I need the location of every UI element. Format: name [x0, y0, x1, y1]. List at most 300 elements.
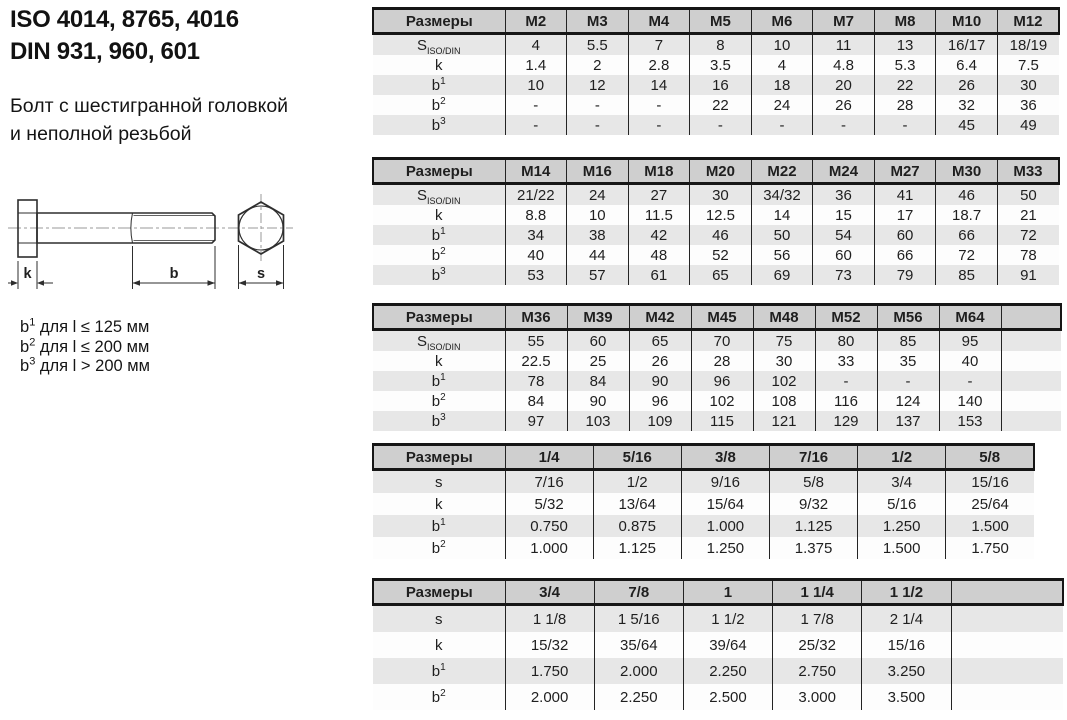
- size-header-cell: M52: [815, 305, 877, 330]
- row-label-cell: [373, 537, 505, 559]
- row-label-cell: [373, 515, 505, 537]
- value-cell: 1.250: [858, 515, 946, 537]
- value-cell: 1 7/8: [773, 605, 862, 633]
- value-cell: 15/16: [946, 470, 1034, 494]
- value-cell: 1.125: [769, 515, 857, 537]
- value-cell: 16: [690, 75, 752, 95]
- value-cell: 9/32: [769, 493, 857, 515]
- table-row: [373, 605, 1063, 633]
- value-cell: 153: [939, 411, 1001, 431]
- value-cell: 24: [751, 95, 813, 115]
- value-cell: 140: [939, 391, 1001, 411]
- value-cell: 53: [505, 265, 567, 285]
- size-header-cell: M42: [629, 305, 691, 330]
- value-cell: 91: [997, 265, 1059, 285]
- size-header-cell: M8: [874, 9, 936, 34]
- dimension-table-inch-quarter-to-fiveeighths: [372, 443, 1035, 559]
- value-cell: 1.125: [593, 537, 681, 559]
- value-cell: 1.000: [505, 537, 593, 559]
- table-row: [373, 684, 1063, 710]
- value-cell: 48: [628, 245, 690, 265]
- value-cell: -: [628, 115, 690, 135]
- value-cell: 7: [628, 34, 690, 56]
- value-cell: 39/64: [683, 632, 772, 658]
- value-cell: 15/32: [505, 632, 594, 658]
- value-cell: 1.250: [681, 537, 769, 559]
- value-cell: 1 1/8: [505, 605, 594, 633]
- row-label-cell: [373, 371, 505, 391]
- value-cell: 73: [813, 265, 875, 285]
- value-cell: 12: [567, 75, 629, 95]
- value-cell: 15/64: [681, 493, 769, 515]
- value-cell: 17: [874, 205, 936, 225]
- value-cell: 109: [629, 411, 691, 431]
- value-cell: 1.750: [946, 537, 1034, 559]
- table-row: [373, 115, 1059, 135]
- value-cell: 28: [874, 95, 936, 115]
- subtitle-line-2: и неполной резьбой: [10, 123, 192, 145]
- table-row: [373, 205, 1059, 225]
- table-container-1: [372, 7, 1060, 135]
- empty-header-cell: [951, 580, 1063, 605]
- note-line: $b^1$ для l ≤ 125 мм: [20, 316, 150, 336]
- arrowhead: [208, 280, 216, 285]
- thread-runout-line: [131, 213, 133, 243]
- table-row: [373, 493, 1034, 515]
- table-row: [373, 75, 1059, 95]
- table-row: [373, 330, 1061, 352]
- value-cell: 28: [691, 351, 753, 371]
- value-cell: 35: [877, 351, 939, 371]
- row-label: $b^1$: [431, 75, 446, 94]
- row-label: $b^1$: [431, 516, 446, 535]
- value-cell: 21/22: [505, 184, 567, 206]
- row-label-cell: [373, 658, 505, 684]
- dim-label-b: b: [169, 266, 179, 282]
- value-cell: 5/16: [858, 493, 946, 515]
- value-cell: -: [567, 115, 629, 135]
- header-row: [373, 580, 1063, 605]
- row-label-cell: [373, 351, 505, 371]
- size-header-cell: 7/8: [594, 580, 683, 605]
- value-cell: 36: [997, 95, 1059, 115]
- value-cell: 11.5: [628, 205, 690, 225]
- size-header-cell: M30: [936, 159, 998, 184]
- value-cell: 90: [567, 391, 629, 411]
- row-label-cell: [373, 605, 505, 633]
- value-cell: 50: [997, 184, 1059, 206]
- value-cell: 13/64: [593, 493, 681, 515]
- size-header-cell: M3: [567, 9, 629, 34]
- row-label-cell: [373, 225, 505, 245]
- value-cell: 0.750: [505, 515, 593, 537]
- value-cell: 26: [813, 95, 875, 115]
- value-cell: 2.000: [594, 658, 683, 684]
- dim-label-s: s: [256, 266, 266, 282]
- value-cell: 34: [505, 225, 567, 245]
- row-label: k: [435, 206, 443, 224]
- dim-label-k: k: [23, 266, 32, 282]
- row-label: $S_{ISO/DIN}$: [416, 186, 461, 206]
- value-cell: [1001, 391, 1061, 411]
- note-line: $b^2$ для l ≤ 200 мм: [20, 336, 150, 356]
- value-cell: 3.500: [862, 684, 951, 710]
- value-cell: 5/8: [769, 470, 857, 494]
- value-cell: 60: [567, 330, 629, 352]
- size-header-cell: 1 1/2: [862, 580, 951, 605]
- value-cell: 97: [505, 411, 567, 431]
- value-cell: 56: [751, 245, 813, 265]
- size-header-cell: M14: [505, 159, 567, 184]
- value-cell: 10: [505, 75, 567, 95]
- value-cell: 2: [567, 55, 629, 75]
- value-cell: 66: [874, 245, 936, 265]
- value-cell: -: [505, 95, 567, 115]
- row-label: k: [435, 636, 443, 654]
- row-label: $S_{ISO/DIN}$: [416, 36, 461, 56]
- value-cell: 50: [751, 225, 813, 245]
- table-row: [373, 184, 1059, 206]
- size-header-cell: M4: [628, 9, 690, 34]
- value-cell: 1.500: [946, 515, 1034, 537]
- size-header-cell: M2: [505, 9, 567, 34]
- table-container-3: [372, 303, 1062, 431]
- size-header-cell: 5/16: [593, 445, 681, 470]
- value-cell: 5.3: [874, 55, 936, 75]
- value-cell: 60: [874, 225, 936, 245]
- value-cell: 4: [751, 55, 813, 75]
- value-cell: 4: [505, 34, 567, 56]
- value-cell: 124: [877, 391, 939, 411]
- value-cell: 18: [751, 75, 813, 95]
- size-header-cell: 3/8: [681, 445, 769, 470]
- b-dimension: [133, 246, 216, 289]
- table-row: [373, 34, 1059, 56]
- table-row: [373, 55, 1059, 75]
- row-label: s: [435, 473, 443, 491]
- value-cell: [951, 684, 1063, 710]
- size-header-cell: M27: [874, 159, 936, 184]
- value-cell: 18.7: [936, 205, 998, 225]
- row-label: $b^3$: [431, 265, 446, 284]
- row-label-cell: [373, 632, 505, 658]
- value-cell: -: [874, 115, 936, 135]
- table-row: [373, 351, 1061, 371]
- size-header-cell: M39: [567, 305, 629, 330]
- value-cell: 22: [690, 95, 752, 115]
- value-cell: 116: [815, 391, 877, 411]
- note-line: $b^3$ для l > 200 мм: [20, 355, 150, 375]
- value-cell: 30: [997, 75, 1059, 95]
- value-cell: 22: [874, 75, 936, 95]
- dimension-table-metric-m14-m33: [372, 157, 1060, 285]
- value-cell: 1 5/16: [594, 605, 683, 633]
- value-cell: 11: [813, 34, 875, 56]
- value-cell: [951, 658, 1063, 684]
- value-cell: 41: [874, 184, 936, 206]
- value-cell: 26: [629, 351, 691, 371]
- value-cell: 1.500: [858, 537, 946, 559]
- row-label: $b^2$: [431, 538, 446, 557]
- value-cell: 3.000: [773, 684, 862, 710]
- thread-length-notes: [20, 318, 150, 377]
- value-cell: 79: [874, 265, 936, 285]
- dimensions-header-cell: Размеры: [373, 580, 505, 605]
- value-cell: 8.8: [505, 205, 567, 225]
- value-cell: 2 1/4: [862, 605, 951, 633]
- row-label: k: [435, 495, 443, 513]
- table-container-5: [372, 578, 1064, 710]
- value-cell: 38: [567, 225, 629, 245]
- value-cell: 7/16: [505, 470, 593, 494]
- arrowhead: [133, 280, 141, 285]
- value-cell: [1001, 351, 1061, 371]
- row-label: $b^2$: [431, 245, 446, 264]
- value-cell: 137: [877, 411, 939, 431]
- dimensions-header-cell: Размеры: [373, 159, 505, 184]
- value-cell: 121: [753, 411, 815, 431]
- value-cell: -: [690, 115, 752, 135]
- value-cell: 32: [936, 95, 998, 115]
- dimension-table-metric-m2-m12: [372, 7, 1060, 135]
- row-label: $b^2$: [431, 687, 446, 706]
- row-label: $b^2$: [431, 391, 446, 410]
- size-header-cell: 1: [683, 580, 772, 605]
- value-cell: 2.000: [505, 684, 594, 710]
- value-cell: [951, 632, 1063, 658]
- value-cell: 55: [505, 330, 567, 352]
- size-header-cell: M33: [997, 159, 1059, 184]
- value-cell: 15: [813, 205, 875, 225]
- value-cell: 96: [629, 391, 691, 411]
- row-label: $b^1$: [431, 371, 446, 390]
- empty-header-cell: [1001, 305, 1061, 330]
- value-cell: 2.250: [594, 684, 683, 710]
- value-cell: 60: [813, 245, 875, 265]
- row-label-cell: [373, 34, 505, 56]
- value-cell: 2.500: [683, 684, 772, 710]
- dimension-table-metric-m36-m64: [372, 303, 1062, 431]
- value-cell: -: [628, 95, 690, 115]
- value-cell: [951, 605, 1063, 633]
- row-label-cell: [373, 184, 505, 206]
- value-cell: 96: [691, 371, 753, 391]
- value-cell: -: [939, 371, 1001, 391]
- size-header-cell: M5: [690, 9, 752, 34]
- size-header-cell: 1 1/4: [773, 580, 862, 605]
- size-header-cell: M45: [691, 305, 753, 330]
- value-cell: 1.4: [505, 55, 567, 75]
- size-header-cell: M48: [753, 305, 815, 330]
- value-cell: 57: [567, 265, 629, 285]
- value-cell: 52: [690, 245, 752, 265]
- value-cell: 66: [936, 225, 998, 245]
- arrowhead: [239, 280, 247, 285]
- standards-title: [10, 4, 239, 68]
- size-header-cell: 3/4: [505, 580, 594, 605]
- value-cell: 84: [505, 391, 567, 411]
- value-cell: 78: [505, 371, 567, 391]
- row-label-cell: [373, 245, 505, 265]
- table-row: [373, 265, 1059, 285]
- size-header-cell: M7: [813, 9, 875, 34]
- value-cell: 49: [997, 115, 1059, 135]
- value-cell: 45: [936, 115, 998, 135]
- table-row: [373, 95, 1059, 115]
- table-row: [373, 391, 1061, 411]
- size-header-cell: 7/16: [769, 445, 857, 470]
- value-cell: 75: [753, 330, 815, 352]
- value-cell: 13: [874, 34, 936, 56]
- dimension-table-inch-threequarters-to-oneandhalf: [372, 578, 1064, 710]
- value-cell: 3.250: [862, 658, 951, 684]
- value-cell: 12.5: [690, 205, 752, 225]
- size-header-cell: M18: [628, 159, 690, 184]
- k-dimension: [8, 261, 53, 289]
- table-row: [373, 658, 1063, 684]
- size-header-cell: M10: [936, 9, 998, 34]
- value-cell: 46: [936, 184, 998, 206]
- value-cell: 26: [936, 75, 998, 95]
- value-cell: 80: [815, 330, 877, 352]
- product-subtitle: [10, 92, 288, 148]
- value-cell: 69: [751, 265, 813, 285]
- row-label: k: [435, 352, 443, 370]
- value-cell: 102: [753, 371, 815, 391]
- size-header-cell: 1/2: [858, 445, 946, 470]
- row-label-cell: [373, 75, 505, 95]
- size-header-cell: M24: [813, 159, 875, 184]
- value-cell: 34/32: [751, 184, 813, 206]
- size-header-cell: M56: [877, 305, 939, 330]
- row-label-cell: [373, 411, 505, 431]
- size-header-cell: M22: [751, 159, 813, 184]
- row-label-cell: [373, 330, 505, 352]
- value-cell: 5/32: [505, 493, 593, 515]
- value-cell: 10: [567, 205, 629, 225]
- table-row: [373, 245, 1059, 265]
- value-cell: 70: [691, 330, 753, 352]
- value-cell: 44: [567, 245, 629, 265]
- value-cell: 21: [997, 205, 1059, 225]
- bolt-technical-drawing: [8, 188, 353, 306]
- subtitle-line-1: Болт с шестигранной головкой: [10, 95, 289, 117]
- size-header-cell: 5/8: [946, 445, 1034, 470]
- value-cell: 7.5: [997, 55, 1059, 75]
- value-cell: -: [877, 371, 939, 391]
- value-cell: 10: [751, 34, 813, 56]
- value-cell: 6.4: [936, 55, 998, 75]
- value-cell: 25: [567, 351, 629, 371]
- size-header-cell: M6: [751, 9, 813, 34]
- value-cell: 4.8: [813, 55, 875, 75]
- value-cell: 3.5: [690, 55, 752, 75]
- dimensions-header-cell: Размеры: [373, 305, 505, 330]
- table-row: [373, 371, 1061, 391]
- value-cell: [1001, 371, 1061, 391]
- size-header-cell: M12: [997, 9, 1059, 34]
- table-row: [373, 515, 1034, 537]
- value-cell: -: [567, 95, 629, 115]
- value-cell: 15/16: [862, 632, 951, 658]
- size-header-cell: 1/4: [505, 445, 593, 470]
- row-label: $b^3$: [431, 115, 446, 134]
- value-cell: -: [751, 115, 813, 135]
- value-cell: 36: [813, 184, 875, 206]
- value-cell: 129: [815, 411, 877, 431]
- arrowhead: [11, 280, 18, 285]
- row-label-cell: [373, 470, 505, 494]
- row-label: k: [435, 56, 443, 74]
- size-header-cell: M36: [505, 305, 567, 330]
- header-row: [373, 9, 1059, 34]
- value-cell: 72: [997, 225, 1059, 245]
- value-cell: 9/16: [681, 470, 769, 494]
- din-standards-line: DIN 931, 960, 601: [10, 38, 200, 65]
- value-cell: 103: [567, 411, 629, 431]
- value-cell: -: [505, 115, 567, 135]
- value-cell: [1001, 330, 1061, 352]
- header-row: [373, 305, 1061, 330]
- row-label-cell: [373, 265, 505, 285]
- value-cell: 16/17: [936, 34, 998, 56]
- value-cell: 65: [629, 330, 691, 352]
- value-cell: 5.5: [567, 34, 629, 56]
- row-label-cell: [373, 55, 505, 75]
- value-cell: -: [815, 371, 877, 391]
- value-cell: 42: [628, 225, 690, 245]
- bolt-side-view: [8, 200, 235, 257]
- row-label-cell: [373, 493, 505, 515]
- row-label-cell: [373, 205, 505, 225]
- value-cell: 2.750: [773, 658, 862, 684]
- arrowhead: [37, 280, 44, 285]
- value-cell: 3/4: [858, 470, 946, 494]
- value-cell: 54: [813, 225, 875, 245]
- value-cell: 14: [751, 205, 813, 225]
- value-cell: 2.250: [683, 658, 772, 684]
- row-label: $b^1$: [431, 225, 446, 244]
- value-cell: 33: [815, 351, 877, 371]
- value-cell: 27: [628, 184, 690, 206]
- value-cell: 30: [690, 184, 752, 206]
- value-cell: 84: [567, 371, 629, 391]
- arrowhead: [276, 280, 284, 285]
- value-cell: 1.000: [681, 515, 769, 537]
- size-header-cell: M20: [690, 159, 752, 184]
- dimensions-header-cell: Размеры: [373, 9, 505, 34]
- row-label-cell: [373, 684, 505, 710]
- row-label: $b^3$: [431, 411, 446, 430]
- value-cell: 102: [691, 391, 753, 411]
- dimensions-header-cell: Размеры: [373, 445, 505, 470]
- iso-standards-line: ISO 4014, 8765, 4016: [10, 6, 239, 33]
- value-cell: 25/64: [946, 493, 1034, 515]
- row-label: $b^2$: [431, 95, 446, 114]
- value-cell: 18/19: [997, 34, 1059, 56]
- value-cell: 40: [505, 245, 567, 265]
- value-cell: 78: [997, 245, 1059, 265]
- size-header-cell: M16: [567, 159, 629, 184]
- row-label: $b^1$: [431, 661, 446, 680]
- value-cell: 0.875: [593, 515, 681, 537]
- table-row: [373, 537, 1034, 559]
- row-label: s: [435, 610, 443, 628]
- value-cell: 25/32: [773, 632, 862, 658]
- value-cell: 40: [939, 351, 1001, 371]
- row-label-cell: [373, 115, 505, 135]
- value-cell: 24: [567, 184, 629, 206]
